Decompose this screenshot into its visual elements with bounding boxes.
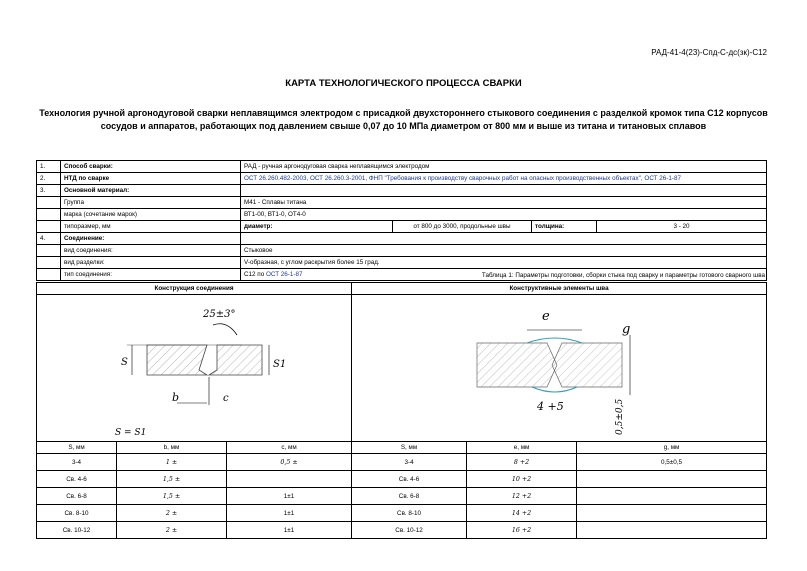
joint-drawing-svg [37,295,350,441]
g-label: g [622,322,631,337]
page-subtitle: Технология ручной аргонодуговой сварки неплавящимся электродом с присадкой двухстороннего стыкового соединения с разделкой кромок типа С12 корпусов сосудов и аппаратов, работающих под давлением свыше 0,07 до 10 МПа диаметром от 800 мм и выше из титана и титановых сплавов [39,108,768,131]
right-weld-plate [552,343,622,387]
s1-label: S1 [273,359,287,370]
weld-elements-drawing [352,295,767,442]
info-row-group: Группа М41 - Сплавы титана [37,197,767,209]
process-info-table [36,160,767,281]
table-caption: Таблица 1: Параметры подготовки, сборки стыка под сварку и параметры готового сварного шва [481,272,765,279]
info-row-groove: вид разделки: V-образная, с углом раскрытия более 15 град. [37,257,767,269]
joint-type-link[interactable]: ОСТ 26-1-87 [265,270,303,278]
left-weld-plate [477,343,557,387]
g-tolerance-label: 0,5±0,5 [615,398,626,435]
tolerance-label: 4 +5 [537,400,564,413]
weld-cap-top [527,338,582,343]
header-joint-design: Конструкция соединения [37,283,352,295]
c-label: c [223,393,229,404]
info-row-size: типоразмер, мм диаметр: от 800 до 3000, продольные швы толщина: 3 - 20 [37,221,767,233]
angle-label: 25±3° [203,309,236,320]
drawing-headers [37,283,767,295]
right-plate [209,345,262,375]
standards-link[interactable]: ОСТ 26.260.482-2003, ОСТ 26.260.3-2001, ФНП "Требования к производству сварочных работ на опасных производственных объектах", ОСТ 26-1-87 [241,173,767,185]
table-row: Св. 10-12 2 ± 1±1 Св. 10-12 16 +2 [37,522,767,539]
angle-arc [213,324,237,335]
info-row-joint-type: тип соединения: С12 по ОСТ 26-1-87 [37,269,767,281]
table-row: Св. 8-10 2 ± 1±1 Св. 8-10 14 +2 [37,505,767,522]
e-label: e [542,309,550,324]
table-row: Св. 4-6 1,5 ± Св. 4-6 10 +2 [37,471,767,488]
left-plate [147,345,207,375]
info-row-method: 1. Способ сварки: РАД - ручная аргонодуговая сварка неплавящимся электродом [37,161,767,173]
header-weld-elements: Конструктивные элементы шва [352,283,767,295]
s-label: S [121,357,128,368]
info-row-grade: марка (сочетание марок) ВТ1-00, ВТ1-0, ОТ4-0 [37,209,767,221]
info-row-standards: 2. НТД по сварке ОСТ 26.260.482-2003, ОСТ 26.260.3-2001, ФНП "Требования к производству сварочных работ на опасных производственных объектах", ОСТ 26-1-87 [37,173,767,185]
weld-cap-bottom [532,387,577,392]
page-title: КАРТА ТЕХНОЛОГИЧЕСКОГО ПРОЦЕССА СВАРКИ [285,78,522,89]
joint-design-drawing [37,295,352,442]
document-code: РАД-41-4(23)-Спд-С-дс(зк)-С12 [651,48,767,57]
table-row: Св. 6-8 1,5 ± 1±1 Св. 6-8 12 +2 [37,488,767,505]
info-row-joint: 4. Соединение: [37,233,767,245]
weld-drawing-svg [352,295,767,441]
table-row: 3-4 1 ± 0,5 ± 3-4 8 +2 0,5±0,5 [37,454,767,471]
drawing-row [37,295,767,442]
parameter-columns: S, мм b, мм c, мм S, мм e, мм g, мм [37,442,767,454]
s-equals-label: S = S1 [115,428,147,438]
info-row-material: 3. Основной материал: [37,185,767,197]
b-label: b [172,391,180,404]
weld-parameters-table [36,282,767,539]
info-row-joint-kind: вид соединения: Стыковое [37,245,767,257]
